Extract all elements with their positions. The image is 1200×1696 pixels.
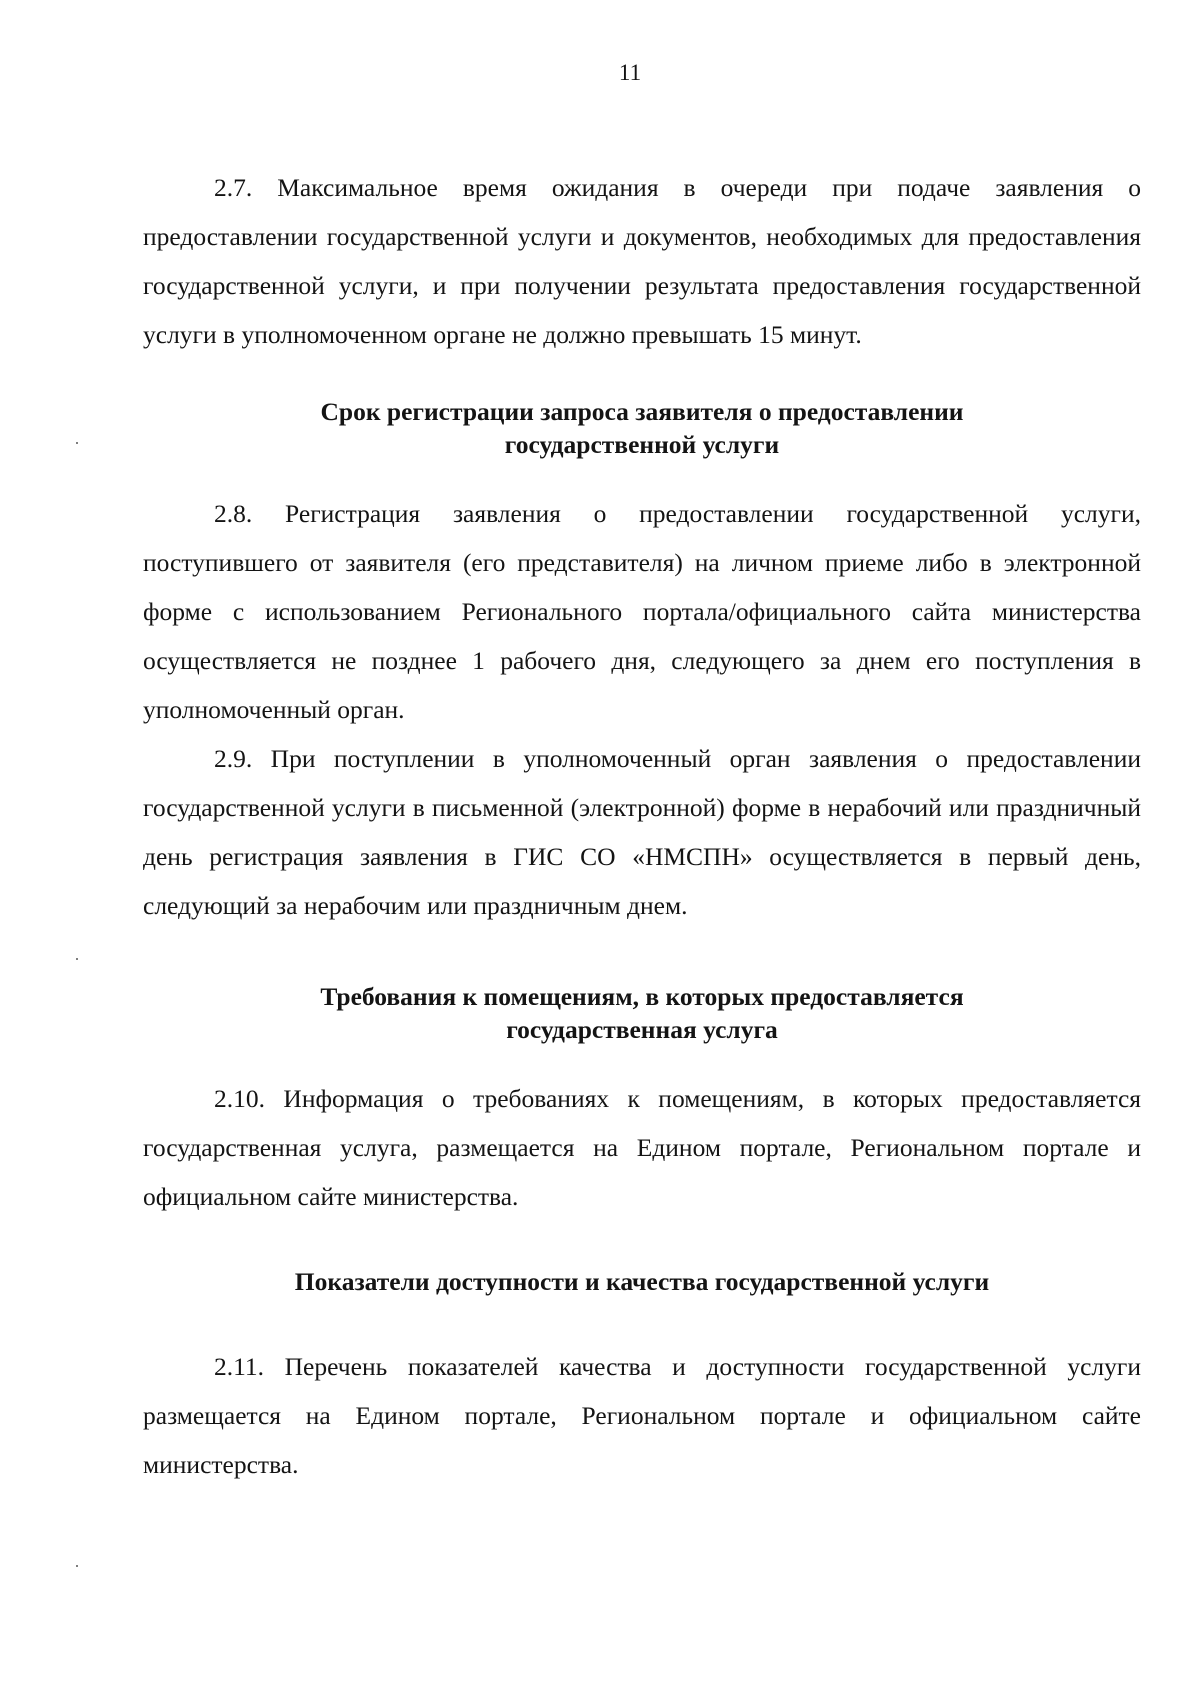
margin-mark	[76, 1565, 78, 1567]
heading-line: Требования к помещениям, в которых предоставляется	[320, 982, 964, 1011]
paragraph-2-10: 2.10. Информация о требованиях к помещениям, в которых предоставляется государственная услуга, размещается на Едином портале, Региональном портале и официальном сайте министерства.	[143, 1084, 1141, 1211]
heading-line: государственной услуги	[504, 430, 780, 459]
section-heading-quality-indicators: Показатели доступности и качества государственной услуги	[294, 1267, 990, 1296]
paragraph-2-9: 2.9. При поступлении в уполномоченный орган заявления о предоставлении государственной услуги в письменной (электронной) форме в нерабочий или праздничный день регистрация заявления в ГИС СО «НМСПН» осуществляется в первый день, следующий за нерабочим или праздничным днем.	[143, 744, 1141, 920]
paragraph-2-7: 2.7. Максимальное время ожидания в очереди при подаче заявления о предоставлении государственной услуги и документов, необходимых для предоставления государственной услуги, и при получении результата предоставления государственной услуги в уполномоченном органе не должно превышать 15 минут.	[143, 173, 1141, 349]
heading-line: государственная услуга	[506, 1015, 778, 1044]
page-number: 11	[618, 60, 642, 85]
margin-mark	[76, 442, 78, 444]
paragraph-2-11: 2.11. Перечень показателей качества и доступности государственной услуги размещается на Едином портале, Региональном портале и официальном сайте министерства.	[143, 1352, 1141, 1479]
heading-line: Срок регистрации запроса заявителя о предоставлении	[320, 397, 964, 426]
section-heading-premises-requirements	[143, 980, 1141, 1046]
margin-mark	[76, 958, 78, 960]
document-body	[143, 163, 1141, 1489]
section-heading-registration-deadline	[143, 395, 1141, 461]
paragraph-2-8: 2.8. Регистрация заявления о предоставлении государственной услуги, поступившего от заявителя (его представителя) на личном приеме либо в электронной форме с использованием Регионального портала/официального сайта министерства осуществляется не позднее 1 рабочего дня, следующего за днем его поступления в уполномоченный орган.	[143, 499, 1141, 724]
